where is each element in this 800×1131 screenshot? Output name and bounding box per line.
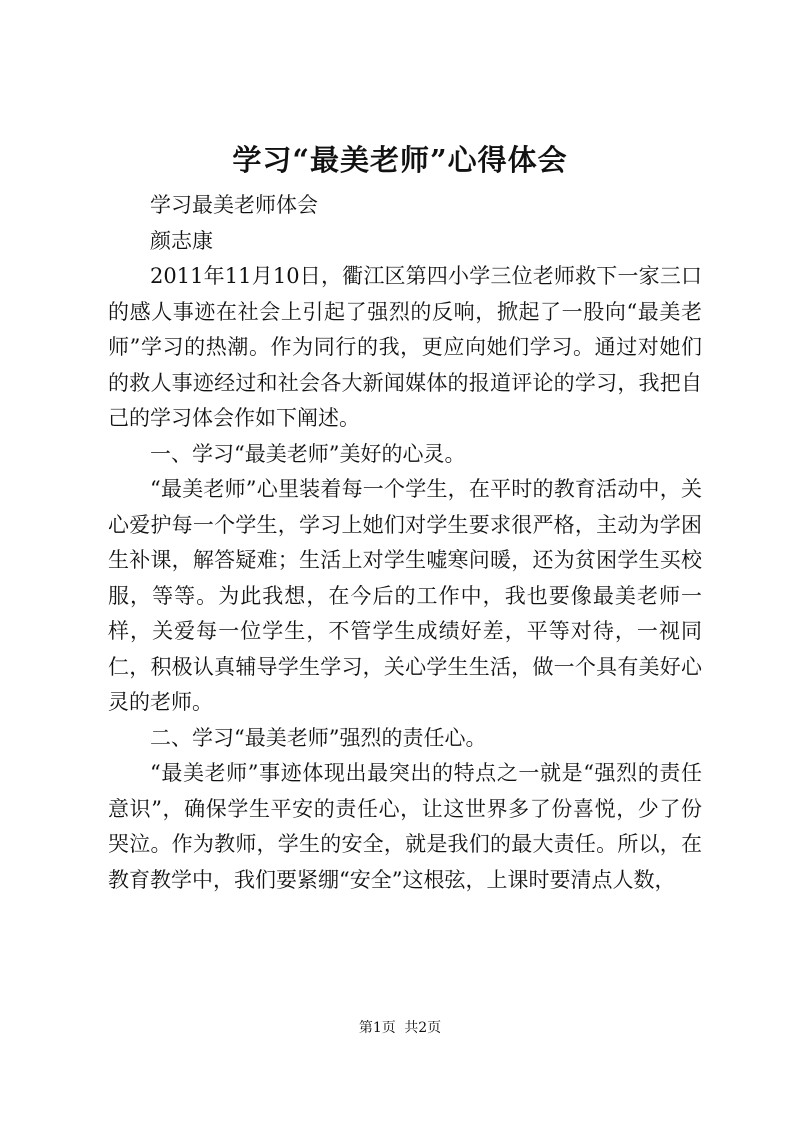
page-total: 共2页: [404, 1020, 442, 1036]
subtitle-paragraph: 学习最美老师体会: [150, 193, 318, 217]
document-body: [108, 188, 702, 898]
section-heading-1: 一、学习“最美老师”美好的心灵。: [150, 441, 466, 466]
page-number: 第1页: [358, 1020, 396, 1036]
author-paragraph: 颜志康: [150, 228, 213, 253]
intro-paragraph: 2011年11月10日，衢江区第四小学三位老师救下一家三口的感人事迹在社会上引起了强烈的反响，掀起了一股向“最美老师”学习的热潮。作为同行的我，更应向她们学习。通过对她们的救人事迹经过和社会各大新闻媒体的报道评论的学习，我把自己的学习体会作如下阐述。: [108, 264, 702, 430]
document-title: 学习“最美老师”心得体会: [232, 143, 568, 177]
section-heading-2: 二、学习“最美老师”强烈的责任心。: [150, 725, 487, 750]
page-footer: [0, 1018, 800, 1038]
section-paragraph-1: “最美老师”心里装着每一个学生，在平时的教育活动中，关心爱护每一个学生，学习上她们对学生要求很严格，主动为学困生补课，解答疑难；生活上对学生嘘寒问暖，还为贫困学生买校服，等等。为此我想，在今后的工作中，我也要像最美老师一样，关爱每一位学生，不管学生成绩好差，平等对待，一视同仁，积极认真辅导学生学习，关心学生生活，做一个具有美好心灵的老师。: [108, 477, 702, 714]
section-paragraph-2: “最美老师”事迹体现出最突出的特点之一就是“强烈的责任意识”，确保学生平安的责任心，让这世界多了份喜悦，少了份哭泣。作为教师，学生的安全，就是我们的最大责任。所以，在教育教学中，我们要紧绷“安全”这根弦，上课时要清点人数，: [108, 761, 702, 892]
